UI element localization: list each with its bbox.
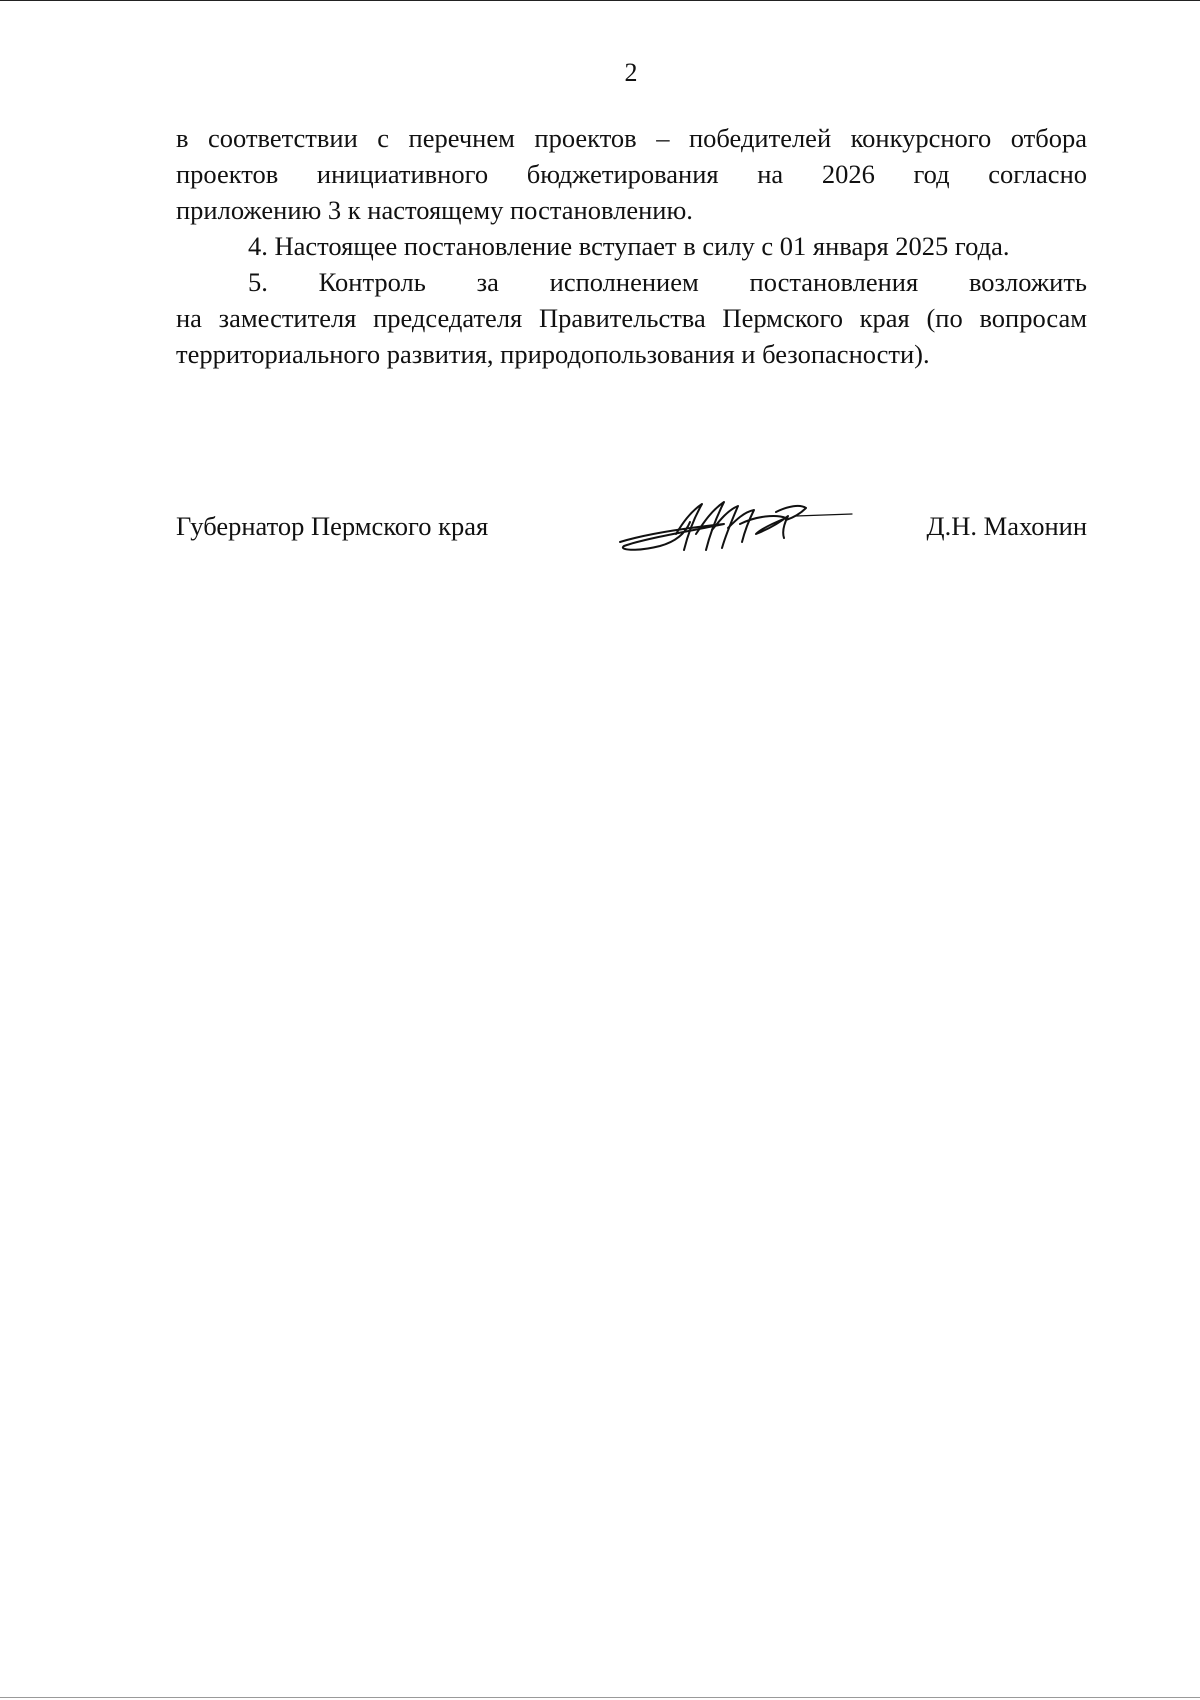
paragraph-5-line-1: 5. Контроль за исполнением постановления возложить: [248, 267, 1087, 297]
paragraph-4: 4. Настоящее постановление вступает в силу с 01 января 2025 года.: [248, 231, 1010, 261]
paragraph-5-rest: на заместителя председателя Правительства Пермского края (по вопросам территориального развития, природопользования и безопасности).: [176, 303, 1087, 369]
paragraph-3-line-1: в соответствии с перечнем проектов – победителей конкурсного отбора: [176, 123, 1087, 153]
page-number: 2: [624, 58, 638, 87]
scan-edge-top: [0, 0, 1200, 1]
signatory-name: Д.Н. Махонин: [926, 511, 1087, 541]
paragraph-3-line-2: проектов инициативного бюджетирования на 2026 год согласно: [176, 159, 1087, 189]
handwritten-signature-icon: [616, 494, 856, 556]
document-body: [176, 120, 1087, 372]
scan-edge-bottom: [0, 1697, 1200, 1698]
paragraph-3-line-3: приложению 3 к настоящему постановлению.: [176, 195, 693, 225]
signatory-position: Губернатор Пермского края: [176, 511, 489, 541]
